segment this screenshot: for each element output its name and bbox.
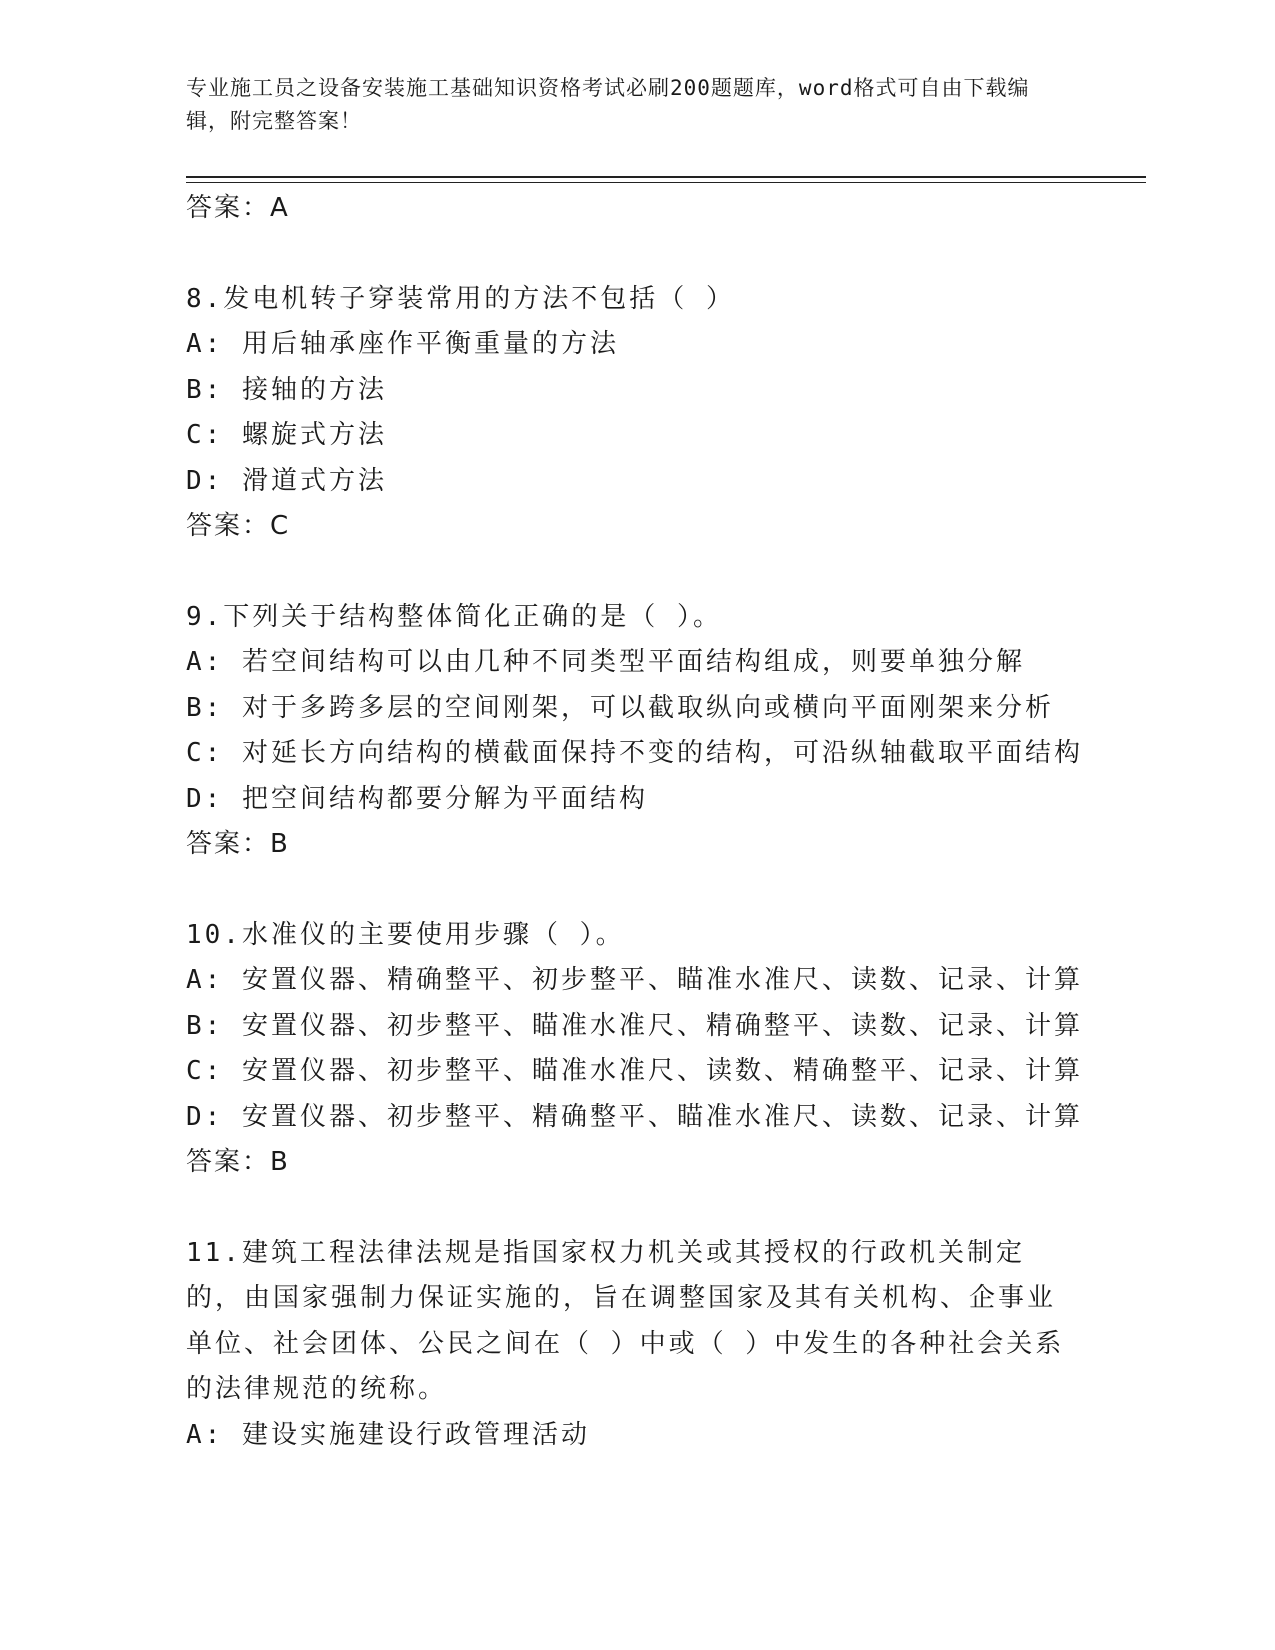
- question-list: [186, 186, 1146, 1458]
- header-divider: [186, 176, 1146, 178]
- answer-line: 答案：C: [186, 511, 291, 541]
- option-d: D: 滑道式方法: [186, 465, 387, 496]
- question-block: [186, 277, 1146, 550]
- question-stem: 9.下列关于结构整体简化正确的是（ ）。: [186, 601, 722, 632]
- question-block: [186, 1231, 1146, 1459]
- option-b: B: 安置仪器、初步整平、瞄准水准尺、精确整平、读数、记录、计算: [186, 1010, 1083, 1041]
- option-a: A: 用后轴承座作平衡重量的方法: [186, 329, 619, 359]
- option-b: B: 接轴的方法: [186, 374, 387, 405]
- option-a: A: 安置仪器、精确整平、初步整平、瞄准水准尺、读数、记录、计算: [186, 965, 1083, 995]
- question-stem: 10.水准仪的主要使用步骤（ ）。: [186, 919, 625, 950]
- answer-line: 答案：B: [186, 1147, 290, 1177]
- spacer: [186, 1186, 1146, 1231]
- document-header: 专业施工员之设备安装施工基础知识资格考试必刷200题题库，word格式可自由下载编辑，附完整答案！: [186, 76, 1030, 133]
- option-c: C: 安置仪器、初步整平、瞄准水准尺、读数、精确整平、记录、计算: [186, 1056, 1083, 1086]
- answer-line: 答案：B: [186, 829, 290, 859]
- option-c: C: 螺旋式方法: [186, 420, 387, 450]
- option-a: A: 建设实施建设行政管理活动: [186, 1419, 590, 1450]
- option-a: A: 若空间结构可以由几种不同类型平面结构组成，则要单独分解: [186, 647, 1025, 677]
- option-c: C: 对延长方向结构的横截面保持不变的结构，可沿纵轴截取平面结构: [186, 738, 1083, 768]
- option-d: D: 把空间结构都要分解为平面结构: [186, 783, 648, 814]
- question-stem: 11.建筑工程法律法规是指国家权力机关或其授权的行政机关制定的，由国家强制力保证实施的，旨在调整国家及其有关机构、企事业单位、社会团体、公民之间在（ ）中或（ ）中发生的各种社会关系的法律规范的统称。: [186, 1237, 1065, 1404]
- spacer: [186, 232, 1146, 277]
- question-block: [186, 595, 1146, 868]
- spacer: [186, 550, 1146, 595]
- previous-answer: 答案：A: [186, 193, 290, 223]
- spacer: [186, 868, 1146, 913]
- question-stem: 8.发电机转子穿装常用的方法不包括（ ）: [186, 283, 735, 314]
- header-divider-thin: [186, 182, 1146, 183]
- option-b: B: 对于多跨多层的空间刚架，可以截取纵向或横向平面刚架来分析: [186, 692, 1054, 723]
- question-block: [186, 913, 1146, 1186]
- option-d: D: 安置仪器、初步整平、精确整平、瞄准水准尺、读数、记录、计算: [186, 1101, 1083, 1132]
